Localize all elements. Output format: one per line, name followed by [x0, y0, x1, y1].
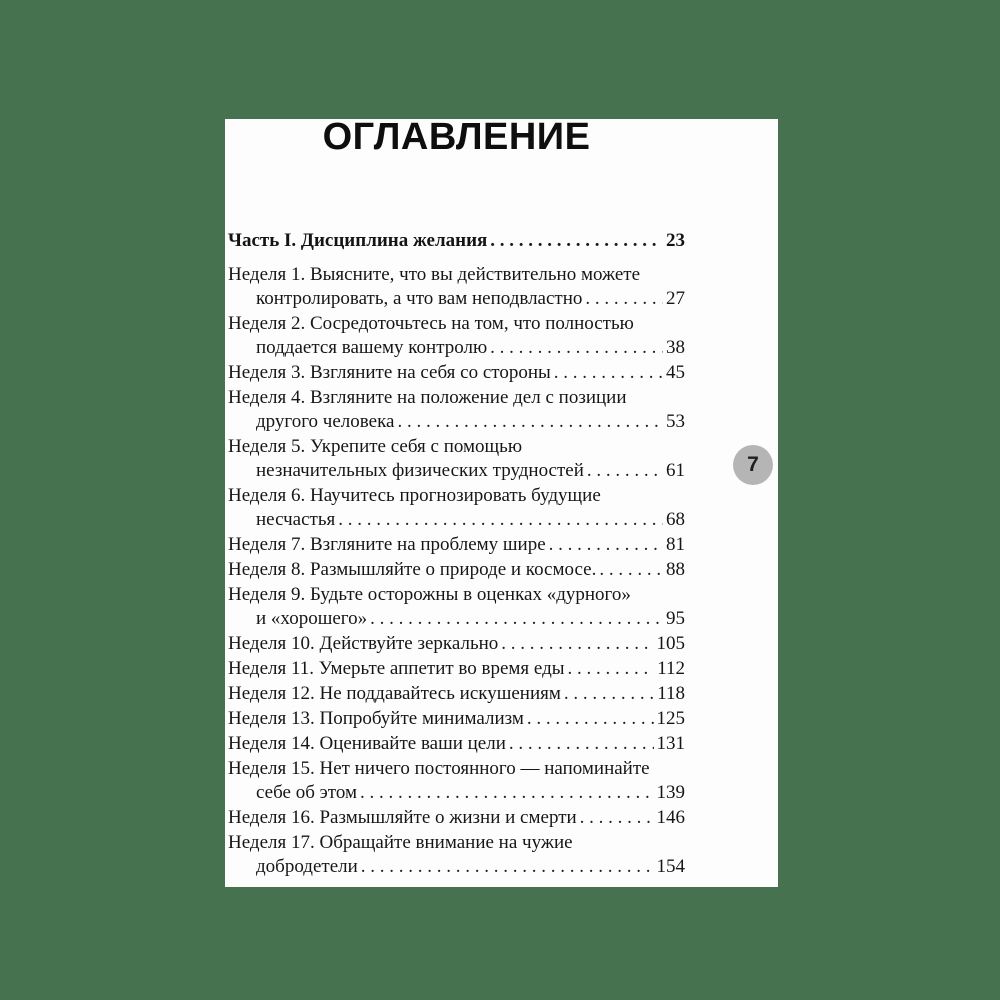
entry-text: Неделя 8. Размышляйте о природе и космосе.: [228, 559, 597, 580]
page-number-badge-label: 7: [747, 453, 759, 476]
toc-entry-line: [228, 806, 685, 830]
part-heading-page-number: 23: [666, 230, 685, 251]
toc-entry-line: [256, 459, 685, 483]
book-page: [225, 116, 778, 887]
toc-entry-line: [256, 855, 685, 879]
entry-text: Неделя 13. Попробуйте минимализм: [228, 708, 524, 729]
toc-entry: [228, 707, 685, 731]
entry-page-number: 38: [666, 337, 685, 358]
entry-page-number: 53: [666, 411, 685, 432]
toc-entry: [228, 657, 685, 681]
toc-entry-line: [228, 263, 685, 287]
dot-leader: [554, 361, 663, 385]
entry-text: себе об этом: [256, 782, 357, 803]
dot-leader: [338, 508, 663, 532]
toc-entry-line: [256, 410, 685, 434]
toc-entry-line: [228, 707, 685, 731]
entry-text: поддается вашему контролю: [256, 337, 488, 358]
toc-entry: [228, 831, 685, 879]
toc-entry-line: [228, 312, 685, 336]
entry-text: контролировать, а что вам неподвластно: [256, 288, 583, 309]
entry-text: Неделя 16. Размышляйте о жизни и смерти: [228, 807, 577, 828]
entry-page-number: 118: [657, 683, 685, 704]
toc-entry-line: [228, 484, 685, 508]
toc-entry-line: [228, 533, 685, 557]
toc-entry-line: [228, 657, 685, 681]
dot-leader: [360, 781, 654, 805]
entry-text: Неделя 11. Умерьте аппетит во время еды: [228, 658, 565, 679]
entry-text: Неделя 3. Взгляните на себя со стороны: [228, 362, 551, 383]
entry-text: несчастья: [256, 509, 336, 530]
entry-page-number: 61: [666, 460, 685, 481]
toc-entry-line: [256, 336, 685, 360]
entry-page-number: 146: [656, 807, 685, 828]
toc-entry-line: [256, 287, 685, 311]
toc-entry: [228, 435, 685, 483]
entry-page-number: 81: [666, 534, 685, 555]
toc-entry: [228, 558, 685, 582]
toc-entry-line: [256, 781, 685, 805]
entry-text: и «хорошего»: [256, 608, 368, 629]
dot-leader: [397, 410, 663, 434]
toc-entry: [228, 682, 685, 706]
entry-text: Неделя 9. Будьте осторожны в оценках «дурного»: [228, 584, 631, 605]
entry-text: Неделя 15. Нет ничего постоянного — напоминайте: [228, 758, 650, 779]
toc-entry: [228, 757, 685, 805]
dot-leader: [509, 732, 654, 756]
toc-entry: [228, 533, 685, 557]
entry-text: Неделя 12. Не поддавайтесь искушениям: [228, 683, 561, 704]
entry-page-number: 112: [657, 658, 685, 679]
toc-entries: [228, 263, 685, 879]
toc-entry: [228, 806, 685, 830]
entry-page-number: 27: [666, 288, 685, 309]
entry-text: Неделя 1. Выясните, что вы действительно можете: [228, 264, 641, 285]
entry-text: незначительных физических трудностей: [256, 460, 584, 481]
entry-text: Неделя 4. Взгляните на положение дел с позиции: [228, 387, 627, 408]
dot-leader: [370, 607, 663, 631]
toc-entry-line: [228, 831, 685, 855]
entry-text: Неделя 7. Взгляните на проблему шире: [228, 534, 546, 555]
entry-page-number: 88: [666, 559, 685, 580]
dot-leader: [599, 558, 663, 582]
entry-text: другого человека: [256, 411, 395, 432]
dot-leader: [527, 707, 654, 731]
dot-leader: [580, 806, 654, 830]
entry-text: Неделя 10. Действуйте зеркально: [228, 633, 499, 654]
entry-text: добродетели: [256, 856, 358, 877]
page-number-badge: [733, 445, 773, 485]
page-title: ОГЛАВЛЕНИЕ: [322, 116, 591, 158]
toc-entry: [228, 386, 685, 434]
toc-entry-line: [228, 386, 685, 410]
dot-leader: [549, 533, 663, 557]
entry-page-number: 45: [666, 362, 685, 383]
toc-entry-line: [256, 607, 685, 631]
dot-leader: [490, 228, 661, 253]
toc-entry-line: [228, 435, 685, 459]
entry-text: Неделя 14. Оценивайте ваши цели: [228, 733, 506, 754]
toc-entry: [228, 312, 685, 360]
dot-leader: [501, 632, 653, 656]
toc-entry-line: [228, 682, 685, 706]
entry-text: Неделя 5. Укрепите себя с помощью: [228, 436, 523, 457]
toc-entry: [228, 583, 685, 631]
entry-page-number: 68: [666, 509, 685, 530]
dot-leader: [564, 682, 654, 706]
entry-page-number: 139: [656, 782, 685, 803]
part-heading-label: Часть I. Дисциплина желания: [228, 230, 488, 251]
entry-text: Неделя 6. Научитесь прогнозировать будущие: [228, 485, 601, 506]
dot-leader: [568, 657, 655, 681]
toc-entry-line: [228, 583, 685, 607]
toc-part-heading: [228, 228, 685, 253]
toc-entry-line: [228, 732, 685, 756]
toc-entry: [228, 263, 685, 311]
toc-entry: [228, 361, 685, 385]
dot-leader: [587, 459, 663, 483]
toc-entry: [228, 484, 685, 532]
dot-leader: [361, 855, 654, 879]
toc-entry-line: [228, 558, 685, 582]
dot-leader: [490, 336, 663, 360]
toc-entry: [228, 632, 685, 656]
entry-page-number: 125: [656, 708, 685, 729]
entry-text: Неделя 2. Сосредоточьтесь на том, что полностью: [228, 313, 634, 334]
toc-entry-line: [228, 632, 685, 656]
entry-page-number: 105: [656, 633, 685, 654]
entry-page-number: 95: [666, 608, 685, 629]
toc-entry-line: [256, 508, 685, 532]
dot-leader: [585, 287, 663, 311]
toc-entry: [228, 732, 685, 756]
toc-entry-line: [228, 361, 685, 385]
entry-text: Неделя 17. Обращайте внимание на чужие: [228, 832, 573, 853]
toc-entry-line: [228, 757, 685, 781]
entry-page-number: 154: [656, 856, 685, 877]
entry-page-number: 131: [656, 733, 685, 754]
